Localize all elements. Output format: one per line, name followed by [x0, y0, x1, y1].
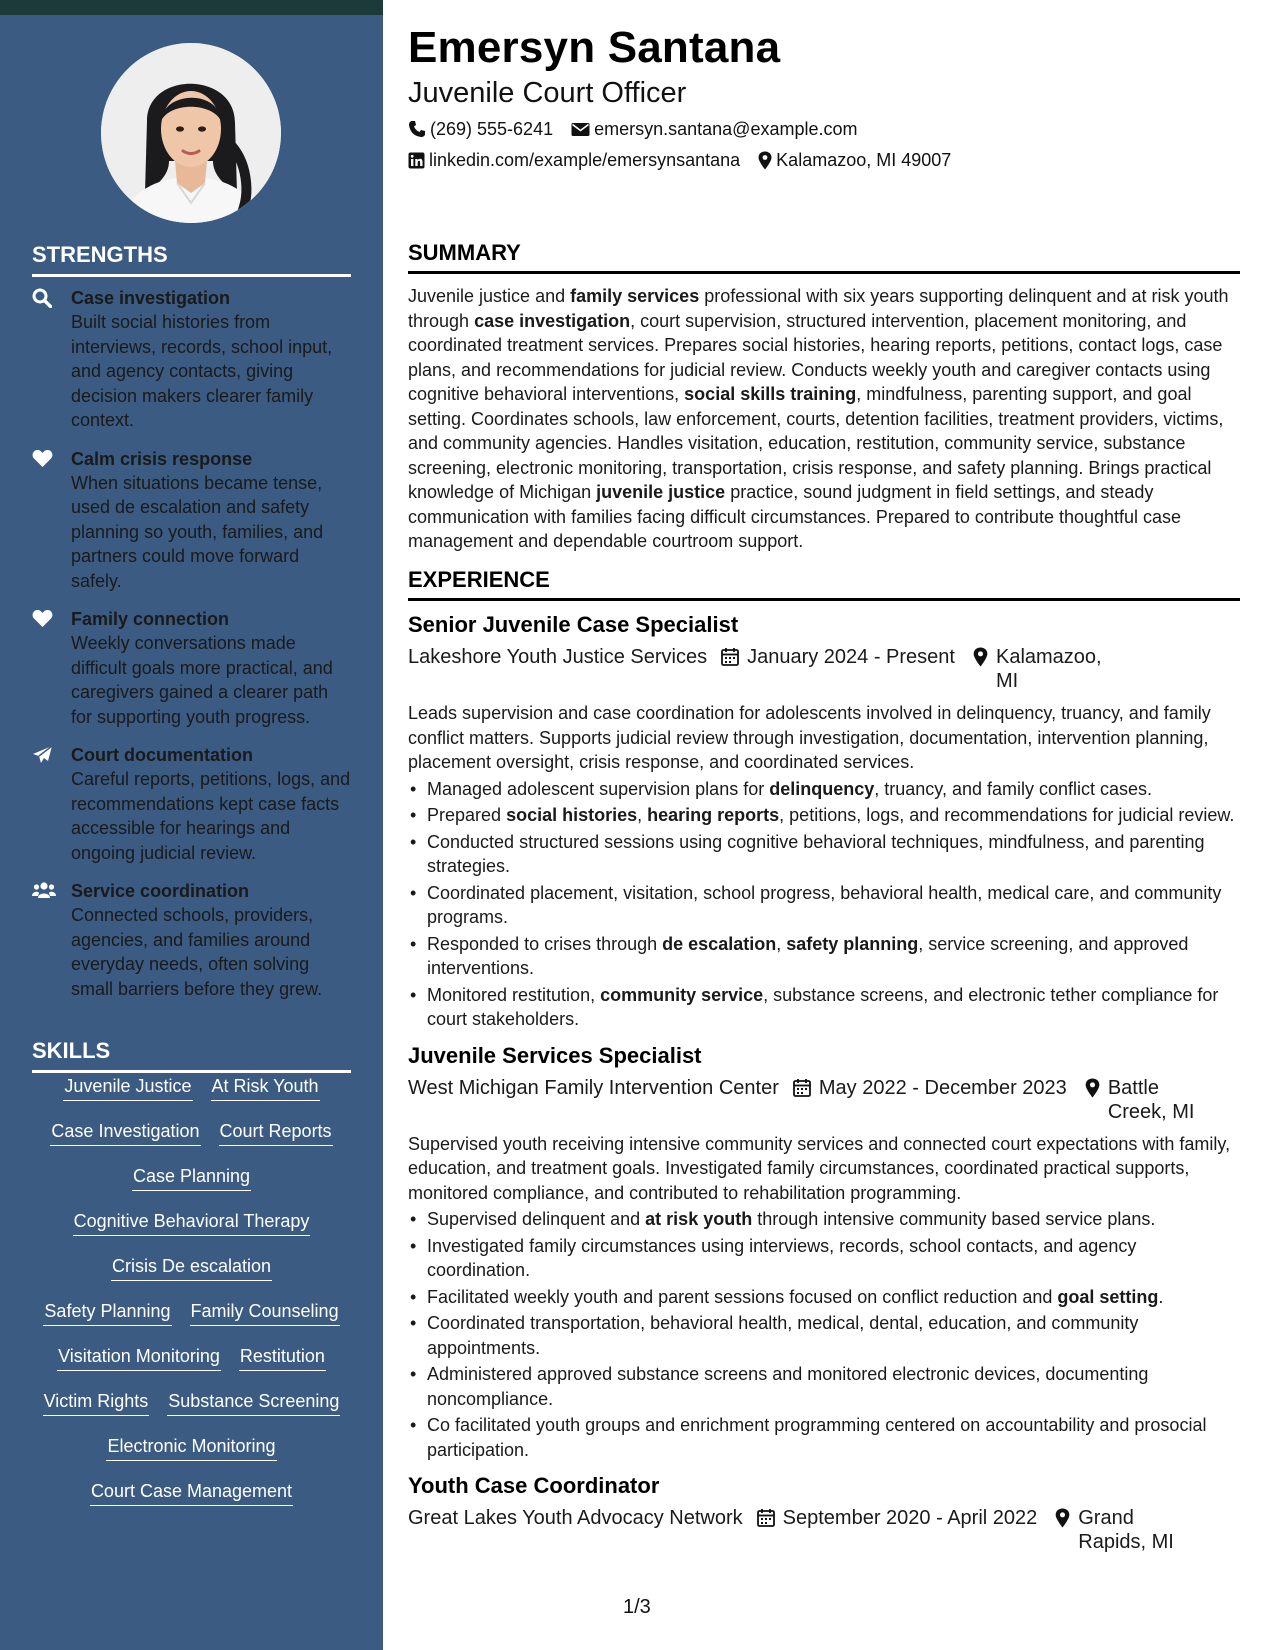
- text-run: , substance screens, and electronic tether compliance for court stakeholders.: [427, 984, 1219, 1029]
- skills-row: [32, 1479, 351, 1524]
- skill-tag[interactable]: At Risk Youth: [211, 1074, 320, 1101]
- calendar-icon: [721, 647, 739, 666]
- text-run: Coordinated placement, visitation, school progress, behavioral health, medical care, and community programs.: [427, 882, 1222, 927]
- skills-list: [32, 1074, 351, 1524]
- job-dates-text: May 2022 - December 2023: [818, 1076, 1067, 1099]
- summary-heading: SUMMARY: [408, 240, 1240, 274]
- skill-tag[interactable]: Safety Planning: [43, 1299, 171, 1326]
- linkedin-text: linkedin.com/example/emersynsantana: [429, 150, 741, 170]
- users-icon: [32, 881, 54, 901]
- strength-description: When situations became tense, used de escalation and safety planning so youth, families, and partners could move forward safely.: [71, 472, 324, 591]
- job-dates-text: September 2020 - April 2022: [782, 1507, 1038, 1529]
- bold-phrase: de escalation: [662, 933, 777, 954]
- jobs-list: [408, 611, 1240, 1554]
- bold-phrase: family services: [570, 286, 700, 306]
- job-dates: [757, 1506, 1038, 1554]
- skills-row: [32, 1119, 351, 1164]
- bullet-item: [408, 983, 1240, 1032]
- strength-title: Calm crisis response: [71, 448, 253, 469]
- text-run: .: [1158, 1286, 1164, 1307]
- envelope-icon: [571, 122, 590, 137]
- map-pin-icon: [1085, 1078, 1100, 1098]
- bold-phrase: delinquency: [769, 778, 875, 799]
- job-title: Youth Case Coordinator: [408, 1473, 660, 1498]
- bold-phrase: juvenile justice: [596, 482, 726, 502]
- bold-phrase: community service: [600, 984, 764, 1005]
- text-run: Conducted structured sessions using cognitive behavioral techniques, mindfulness, and parenting strategies.: [427, 831, 1205, 876]
- candidate-name: Emersyn Santana: [408, 23, 781, 72]
- strength-description: Careful reports, petitions, logs, and recommendations kept case facts accessible for hearings and ongoing judicial review.: [71, 769, 351, 863]
- text-run: Administered approved substance screens and monitored electronic devices, documenting noncompliance.: [427, 1364, 1149, 1409]
- paper-plane-icon: [32, 745, 54, 765]
- bullet-item: [408, 881, 1240, 930]
- skill-tag[interactable]: Juvenile Justice: [63, 1074, 192, 1101]
- skill-tag[interactable]: Crisis De escalation: [111, 1254, 272, 1281]
- bullet-item: [408, 1311, 1240, 1360]
- text-run: ,: [776, 933, 787, 954]
- strength-description: Weekly conversations made difficult goals more practical, and caregivers gained a clearer path for supporting youth progress.: [71, 633, 333, 727]
- company-name: West Michigan Family Intervention Center: [408, 1076, 779, 1099]
- linkedin-icon: [408, 152, 425, 169]
- bullet-item: [408, 1285, 1240, 1310]
- skill-tag[interactable]: Court Reports: [219, 1119, 333, 1146]
- text-run: , truancy, and family conflict cases.: [874, 778, 1153, 799]
- calendar-icon: [757, 1508, 775, 1527]
- strength-title: Family connection: [71, 609, 230, 629]
- bold-phrase: social histories: [506, 805, 638, 825]
- text-run: Juvenile justice and: [408, 286, 571, 306]
- bullet-item: [408, 1362, 1240, 1411]
- text-run: , petitions, logs, and recommendations for judicial review.: [779, 805, 1235, 825]
- strength-item: [32, 879, 352, 1001]
- text-run: Co facilitated youth groups and enrichment programming centered on accountability and prosocial participation.: [427, 1415, 1207, 1460]
- text-run: Monitored restitution,: [427, 984, 601, 1005]
- text-run: Supervised delinquent and: [427, 1209, 646, 1229]
- job-meta: [408, 645, 1240, 693]
- skill-tag[interactable]: Substance Screening: [167, 1389, 340, 1416]
- job-bullets: [408, 1207, 1240, 1462]
- text-run: ,: [637, 805, 648, 825]
- company-name: Great Lakes Youth Advocacy Network: [408, 1507, 743, 1529]
- text-run: Responded to crises through: [427, 933, 663, 954]
- text-run: Managed adolescent supervision plans for: [427, 778, 770, 799]
- skill-tag[interactable]: Family Counseling: [190, 1299, 340, 1326]
- text-run: Investigated family circumstances using interviews, records, school contacts, and agency coordination.: [427, 1235, 1137, 1280]
- job-dates-text: January 2024 - Present: [747, 646, 955, 668]
- skills-row: [32, 1074, 351, 1119]
- profile-photo-illustration: [101, 43, 281, 223]
- text-run: through intensive community based service plans.: [752, 1209, 1156, 1229]
- job-title: Juvenile Services Specialist: [408, 1042, 702, 1068]
- job-location: [1085, 1076, 1222, 1124]
- bold-phrase: at risk youth: [645, 1209, 753, 1229]
- skills-row: [32, 1389, 351, 1434]
- job-entry: [408, 1472, 1240, 1554]
- text-run: , court supervision, structured intervention, placement monitoring, and coordinated treatment services. Prepares social histories, hearing reports, petitions, contact logs, case plans, and recommendations for judicial review. Conducts weekly youth and caregiver contacts using cognitive behavioral interventions,: [408, 310, 1223, 404]
- experience-section: [408, 567, 1240, 1564]
- bullet-item: [408, 777, 1240, 802]
- skill-tag[interactable]: Case Investigation: [50, 1119, 200, 1146]
- strength-description: Connected schools, providers, agencies, and families around everyday needs, often solving small barriers before they grew.: [71, 905, 323, 999]
- text-run: , mindfulness, parenting support, and goal setting. Coordinates schools, law enforcement, courts, detention facilities, treatment providers, victims, and community agencies. Handles visitation, education, restitution, community service, substance screening, electronic monitoring, transportation, crisis response, and safety planning. Brings practical knowledge of Michigan: [408, 384, 1224, 502]
- skills-row: [32, 1299, 351, 1344]
- job-meta: [408, 1506, 1240, 1554]
- job-location: [1055, 1506, 1205, 1554]
- skill-tag[interactable]: Cognitive Behavioral Therapy: [73, 1209, 311, 1236]
- strength-item: [32, 447, 352, 594]
- map-pin-icon: [973, 647, 988, 667]
- bold-phrase: safety planning: [786, 933, 919, 954]
- page-number: 1/3: [623, 1596, 651, 1618]
- bullet-item: [408, 932, 1240, 981]
- bullet-item: [408, 803, 1240, 828]
- strength-title: Case investigation: [71, 288, 231, 308]
- company-name: Lakeshore Youth Justice Services: [408, 646, 708, 668]
- job-meta: [408, 1076, 1240, 1124]
- map-pin-icon: [1055, 1508, 1070, 1528]
- job-title: Senior Juvenile Case Specialist: [408, 612, 739, 637]
- skills-row: [32, 1209, 351, 1254]
- bullet-item: [408, 1207, 1240, 1232]
- strength-description: Built social histories from interviews, records, school input, and agency contacts, giving decision makers clearer family context.: [71, 312, 333, 430]
- strength-title: Court documentation: [71, 745, 253, 765]
- text-run: Facilitated weekly youth and parent sessions focused on conflict reduction and: [427, 1286, 1058, 1307]
- linkedin-contact[interactable]: [408, 148, 740, 172]
- contact-row: [408, 117, 1240, 141]
- skills-heading: SKILLS: [32, 1038, 351, 1073]
- profile-photo: [101, 43, 281, 223]
- summary-text: [408, 284, 1240, 554]
- skill-tag[interactable]: Court Case Management: [90, 1479, 293, 1506]
- skills-row: [32, 1344, 351, 1389]
- job-location: [973, 645, 1123, 693]
- phone-icon: [408, 120, 426, 138]
- experience-heading: EXPERIENCE: [408, 567, 1240, 601]
- skill-tag[interactable]: Restitution: [239, 1344, 326, 1371]
- job-location-text: Grand Rapids, MI: [1078, 1507, 1174, 1553]
- job-location-text: Kalamazoo, MI: [995, 646, 1102, 692]
- strength-title: Service coordination: [71, 881, 250, 901]
- heart-icon: [32, 609, 54, 629]
- job-entry: [408, 611, 1240, 1032]
- text-run: professional with six years supporting delinquent and at risk youth through: [408, 286, 1229, 331]
- text-run: Coordinated transportation, behavioral health, medical, dental, education, and community appointments.: [427, 1313, 1139, 1358]
- candidate-title: Juvenile Court Officer: [408, 77, 687, 109]
- location-text: Kalamazoo, MI 49007: [776, 150, 952, 170]
- job-bullets: [408, 777, 1240, 1032]
- search-icon: [32, 288, 54, 308]
- text-run: practice, sound judgment in field settings, and steady communication with families facing difficult circumstances. Prepared to contribute thoughtful case management and dependable courtroom support.: [408, 482, 1182, 551]
- bold-phrase: social skills training: [684, 384, 857, 404]
- bold-phrase: hearing reports: [647, 805, 780, 825]
- skill-tag[interactable]: Case Planning: [132, 1164, 251, 1191]
- text-run: Prepared: [427, 805, 507, 825]
- job-entry: [408, 1042, 1240, 1463]
- map-pin-icon: [758, 151, 772, 170]
- email-contact[interactable]: [571, 117, 857, 141]
- bold-phrase: case investigation: [474, 310, 631, 331]
- job-dates: [793, 1076, 1067, 1124]
- email-text: emersyn.santana@example.com: [594, 119, 858, 139]
- strengths-heading: STRENGTHS: [32, 242, 351, 277]
- bullet-item: [408, 1413, 1240, 1462]
- skill-tag[interactable]: Visitation Monitoring: [57, 1344, 221, 1371]
- phone-contact[interactable]: [408, 117, 553, 141]
- phone-text: (269) 555-6241: [430, 119, 554, 139]
- resume-header: [408, 22, 1240, 172]
- job-dates: [721, 645, 955, 693]
- bullet-item: [408, 830, 1240, 879]
- job-location-text: Battle Creek, MI: [1107, 1076, 1195, 1123]
- bold-phrase: goal setting: [1057, 1286, 1159, 1307]
- skills-row: [32, 1254, 351, 1299]
- bullet-item: [408, 1234, 1240, 1283]
- contact-row: [408, 148, 1240, 172]
- skills-row: [32, 1164, 351, 1209]
- strengths-list: [32, 286, 352, 1015]
- summary-section: [408, 240, 1240, 554]
- strength-item: [32, 607, 352, 729]
- sidebar-top-band: [0, 0, 383, 15]
- strength-item: [32, 286, 352, 433]
- text-run: , service screening, and approved interventions.: [427, 933, 1189, 978]
- heart-icon: [32, 449, 54, 469]
- calendar-icon: [793, 1078, 811, 1097]
- location-contact: [758, 148, 951, 172]
- strength-item: [32, 743, 352, 865]
- job-description: Leads supervision and case coordination for adolescents involved in delinquency, truancy, and family conflict matters. Supports judicial review through investigation, documentation, intervention planning, placement oversight, crisis response, and coordinated services.: [408, 703, 1211, 772]
- skill-tag[interactable]: Victim Rights: [43, 1389, 150, 1416]
- job-description: Supervised youth receiving intensive community services and connected court expectations with family, education, and treatment goals. Investigated family circumstances, coordinated practical supports, monitored compliance, and contributed to rehabilitation programming.: [408, 1133, 1231, 1203]
- skill-tag[interactable]: Electronic Monitoring: [106, 1434, 276, 1461]
- skills-row: [32, 1434, 351, 1479]
